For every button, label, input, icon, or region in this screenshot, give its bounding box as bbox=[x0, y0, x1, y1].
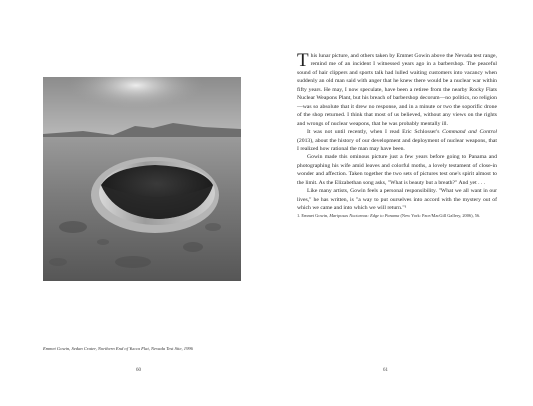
paragraph-2-text-before: It was not until recently, when I read Eric Schlosser's bbox=[307, 129, 443, 136]
page-number-right: 61 bbox=[383, 368, 388, 373]
page-number-left: 60 bbox=[136, 368, 141, 373]
crater-photograph bbox=[43, 77, 241, 281]
footnote-title: Mariposas Nocturnas: Edge to Panama bbox=[329, 212, 400, 218]
drop-cap: T bbox=[297, 50, 309, 71]
paragraph-2 bbox=[297, 128, 497, 153]
paragraph-4: Like many artists, Gowin feels a personal responsibility. "What we all want in our lives," he has written, is "a way to put ourselves into accord with the mystery out of which we came and into which we will return."¹ bbox=[297, 188, 497, 212]
paragraph-3: Gowin made this ominous picture just a few years before going to Panama and photographing his wife amid leaves and colorful moths, a lovely testament of close-in wonder and affection. Taken together the two sets of pictures test one's spirit almost to the limit. As the Elizabethan song asks, "What is beauty but a breath?" And yet . . . bbox=[297, 154, 497, 186]
paragraph-1-text: his lunar picture, and others taken by Emmet Gowin above the Nevada test range, remind me of an incident I witnessed years ago in a barbershop. The peaceful sound of hair clippers and sports talk had lulled waiting customers into vacancy when suddenly an old man said with anger that he knew there would be a nuclear war within fifty years. He may, I now speculate, have been a retiree from the nearby Rocky Flats Nuclear Weapons Plant, but his breach of barbershop decorum—no politics, no religion—was so absolute that it drew no response, and in a minute or two the soporific drone of the shop returned. I think that most of us believed, without any views on the rights and wrongs of nuclear weapons, that he was probably mentally ill. bbox=[297, 53, 497, 127]
photo-caption: Emmet Gowin, Sedan Crater, Northern End of Yucca Flat, Nevada Test Site, 1996 bbox=[43, 346, 193, 351]
footnote-text-before: 1. Emmet Gowin, bbox=[297, 212, 330, 218]
paragraph-2-text-after: (2013), about the history of our development and deployment of nuclear weapons, that I realized how rational the man may have been. bbox=[297, 137, 497, 152]
book-title: Command and Control bbox=[442, 129, 497, 136]
paragraph-1 bbox=[297, 52, 497, 128]
footnote bbox=[297, 213, 497, 219]
footnote-text-after: (New York: Pace/MacGill Gallery, 2006), 56. bbox=[399, 212, 481, 218]
essay-text bbox=[297, 52, 497, 219]
